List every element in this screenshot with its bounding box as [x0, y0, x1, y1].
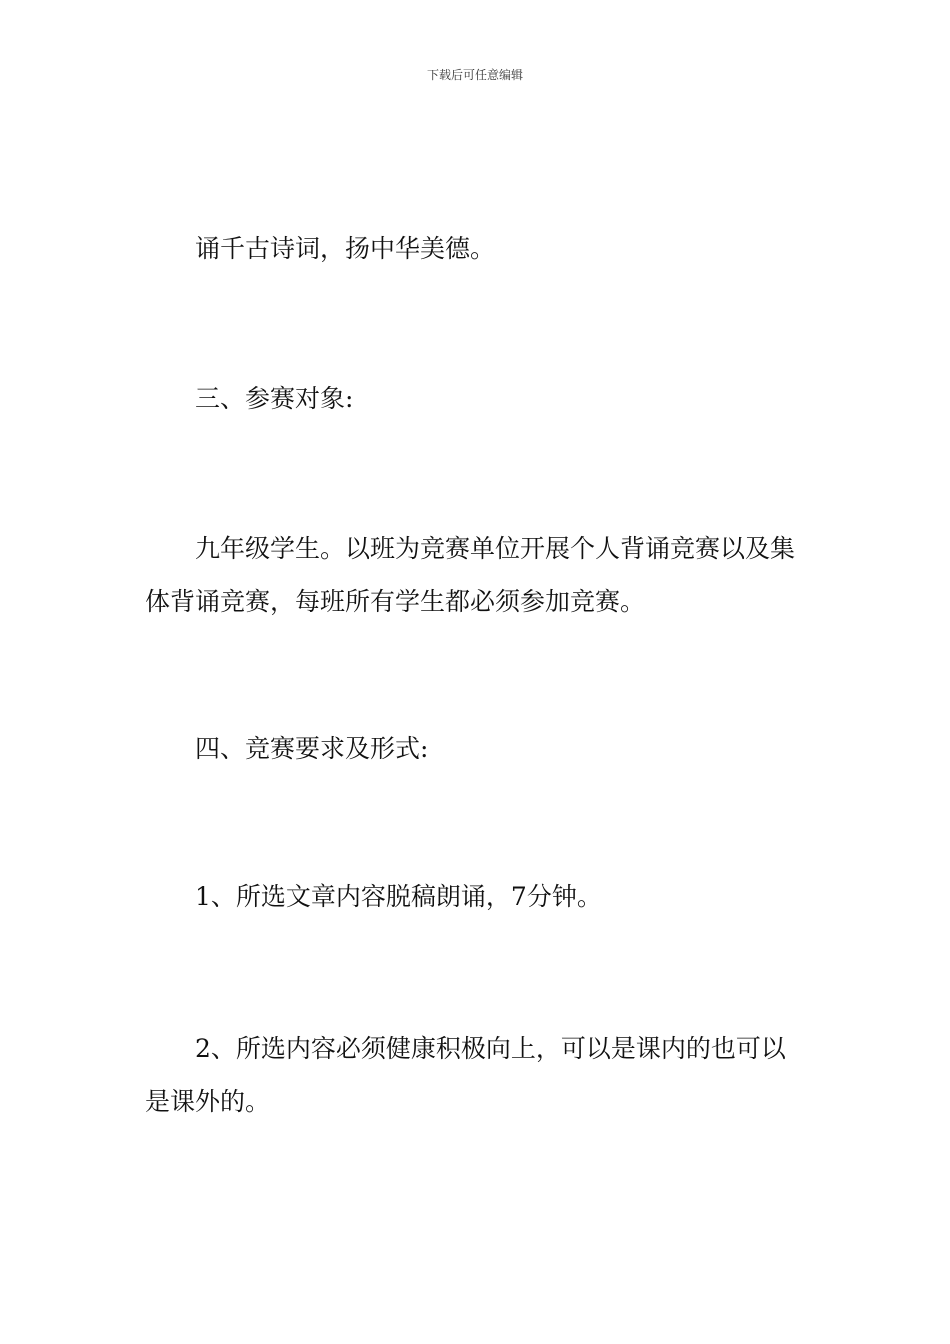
paragraph-requirement-2: 2、所选内容必须健康积极向上，可以是课内的也可以是课外的。 — [145, 1034, 786, 1116]
paragraph-participants: 九年级学生。以班为竞赛单位开展个人背诵竞赛以及集体背诵竞赛，每班所有学生都必须参加竞赛。 — [145, 534, 796, 616]
page-header: 下载后可任意编辑 — [426, 68, 523, 82]
section-heading-participants: 三、参赛对象: — [195, 384, 354, 413]
paragraph-requirement-1: 1、所选文章内容脱稿朗诵，7分钟。 — [195, 882, 602, 911]
section-heading-requirements: 四、竞赛要求及形式: — [195, 734, 429, 763]
paragraph-motto: 诵千古诗词，扬中华美德。 — [195, 234, 496, 263]
